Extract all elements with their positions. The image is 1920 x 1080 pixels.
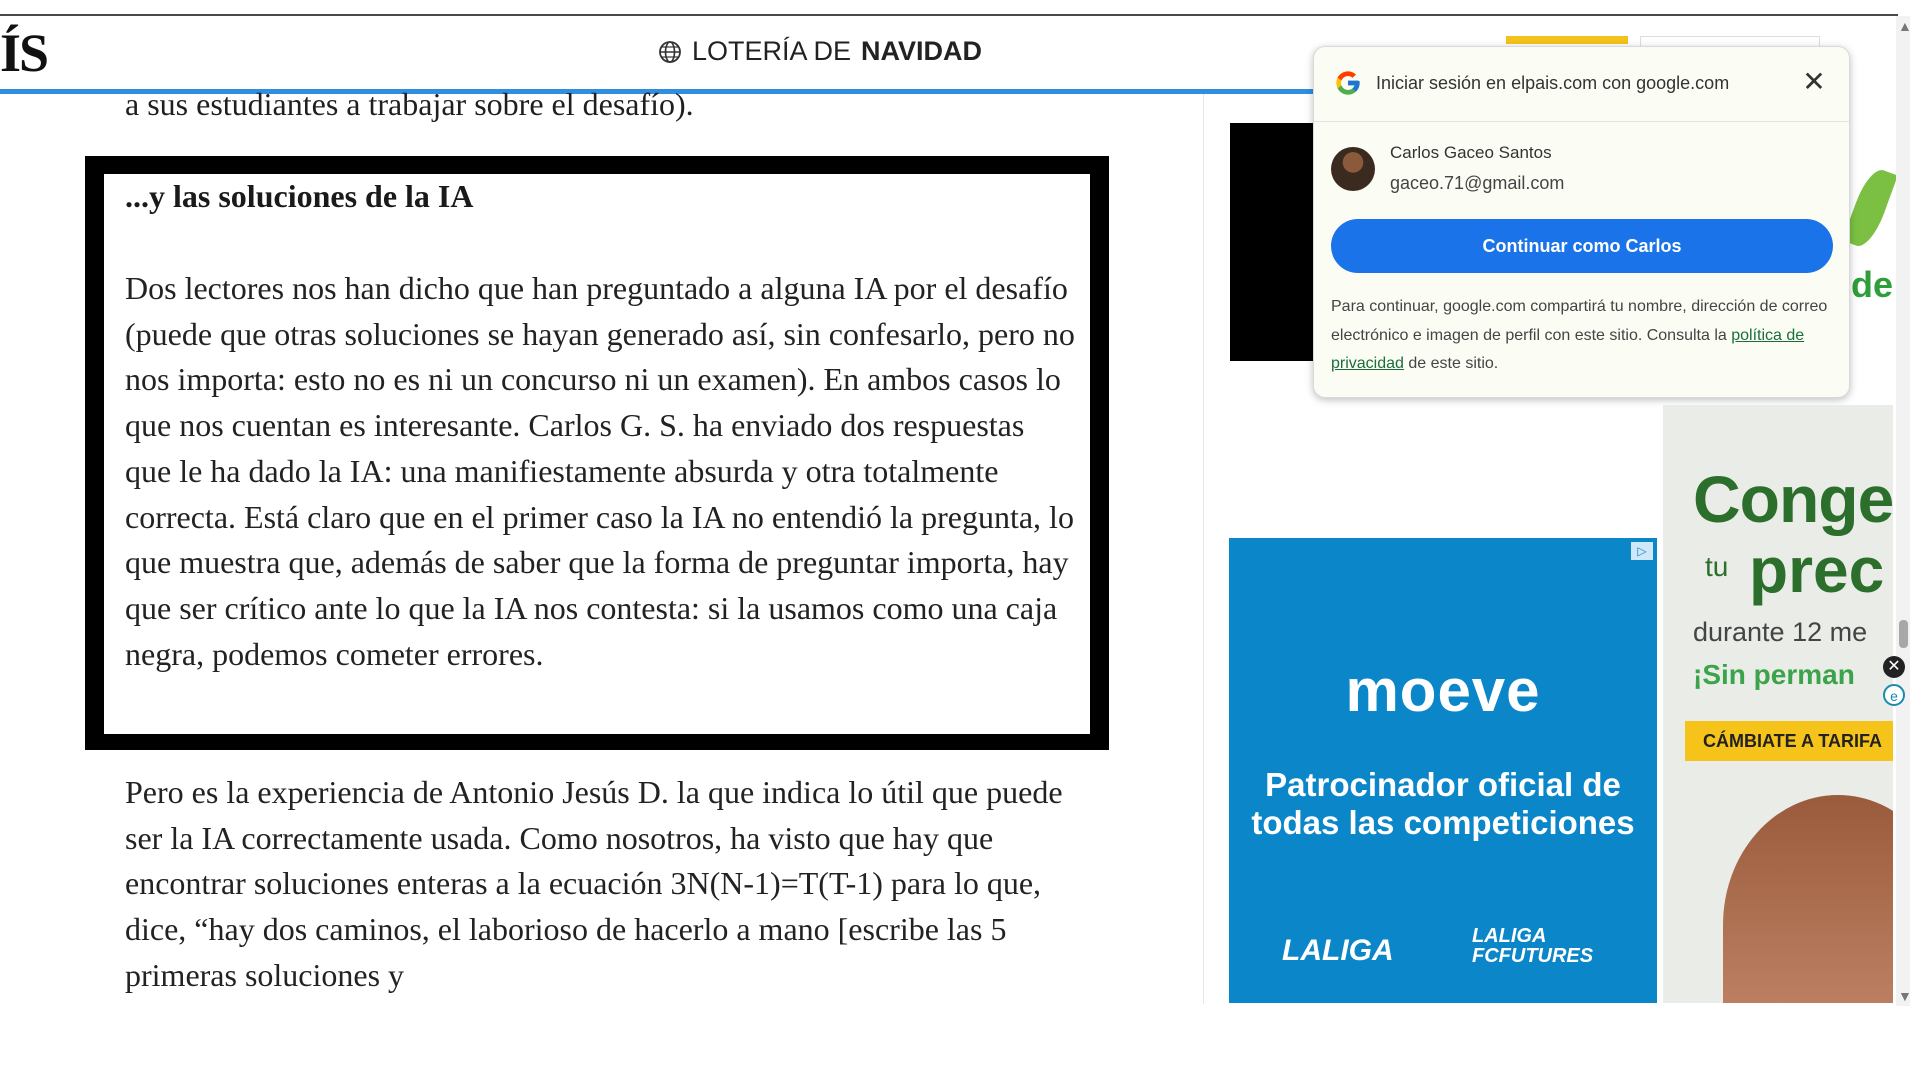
google-signin-popup <box>1313 46 1850 398</box>
energy-ad-tu: tu <box>1705 551 1729 582</box>
laliga-ff-top: LALIGA <box>1472 925 1547 947</box>
energy-ad-photo <box>1723 795 1893 1003</box>
scroll-down-arrow-icon[interactable]: ▼ <box>1898 990 1912 1005</box>
moeve-logo: moeve <box>1345 657 1541 724</box>
article-intro-line: a sus estudiantes a trabajar sobre el desafío). <box>125 86 694 122</box>
moeve-tagline: Patrocinador oficial de todas las competiciones <box>1251 766 1635 841</box>
energy-ad-prec: prec <box>1749 534 1885 606</box>
browser-top-border <box>0 14 1898 16</box>
scroll-up-arrow-icon[interactable]: ▲ <box>1898 20 1912 35</box>
popup-header <box>1314 47 1849 122</box>
energy-ad-duration: durante 12 me <box>1693 617 1868 647</box>
energy-ad-cta-button[interactable]: CÁMBIATE A TARIFA <box>1685 721 1893 761</box>
ad-leaf-graphic <box>1842 165 1898 250</box>
article-paragraph: Pero es la experiencia de Antonio Jesús D. la que indica lo útil que puede ser la IA correctamente usada. Como nosotros, ha visto que hay que encontrar soluciones enteras a la ecuación 3N(N-1)=T(T-1) para lo que, dice, “hay dos caminos, el laborioso de hacerlo a mano [escribe las 5 primeras soluciones y <box>125 774 1063 993</box>
popup-title: Iniciar sesión en elpais.com con google.com <box>1376 73 1730 93</box>
disclaimer-text-end: de este sitio. <box>1403 355 1499 372</box>
moeve-ad[interactable] <box>1229 538 1657 1003</box>
ad-partial-text: de <box>1851 264 1894 305</box>
circle-x-icon[interactable]: ✕ <box>1883 656 1905 678</box>
circle-e-icon[interactable]: e <box>1883 684 1905 706</box>
account-name: Carlos Gaceo Santos <box>1390 143 1552 162</box>
popup-disclaimer <box>1331 293 1831 379</box>
google-g-icon <box>1334 69 1362 97</box>
laliga-ff-bottom: FCFUTURES <box>1472 945 1594 967</box>
adchoices-icon[interactable]: ▷ <box>1631 542 1653 560</box>
continue-as-button[interactable]: Continuar como Carlos <box>1331 219 1833 273</box>
energy-ad-noperm: ¡Sin perman <box>1693 659 1855 690</box>
disclaimer-text: Para continuar, google.com compartirá tu nombre, dirección de correo electrónico e imagen de perfil con este sitio. Consulta la <box>1331 298 1828 344</box>
sidebar-divider <box>1203 94 1204 1004</box>
callout-title: ...y las soluciones de la IA <box>125 178 474 214</box>
close-icon[interactable]: ✕ <box>1802 66 1826 97</box>
header-subscribe-button[interactable] <box>1506 36 1628 44</box>
energy-ad[interactable] <box>1663 405 1893 1003</box>
lottery-link[interactable] <box>658 36 982 67</box>
callout-body: Dos lectores nos han dicho que han preguntado a alguna IA por el desafío (puede que otras soluciones se hayan generado así, sin confesarlo, pero no nos importa: esto no es ni un concurso ni un examen). En ambos casos lo que nos cuentan es interesante. Carlos G. S. ha enviado dos respuestas que le ha dado la IA: una manifiestamente absurda y otra totalmente correcta. Está claro que en el primer caso la IA no entendió la pregunta, lo que muestra que, además de saber que la forma de preguntar importa, hay que ser crítico ante lo que la IA nos contesta: si la usamos como una caja negra, podemos cometer errores. <box>125 270 1075 672</box>
lottery-bold: NAVIDAD <box>861 36 983 66</box>
black-ad-slot[interactable] <box>1230 123 1314 361</box>
globe-icon <box>658 40 682 64</box>
privacy-policy-link[interactable]: política de privacidad <box>1331 326 1805 372</box>
avatar <box>1331 147 1375 191</box>
laliga-futures-logo <box>1472 926 1593 966</box>
scrollbar[interactable] <box>1896 16 1910 1006</box>
lottery-prefix: LOTERÍA DE <box>692 36 852 66</box>
energy-ad-headline: Conge <box>1693 462 1893 536</box>
site-logo[interactable]: ÍS <box>0 23 48 83</box>
scrollbar-thumb[interactable] <box>1899 620 1908 648</box>
laliga-logo: LALIGA <box>1282 934 1394 967</box>
account-email: gaceo.71@gmail.com <box>1390 173 1565 193</box>
